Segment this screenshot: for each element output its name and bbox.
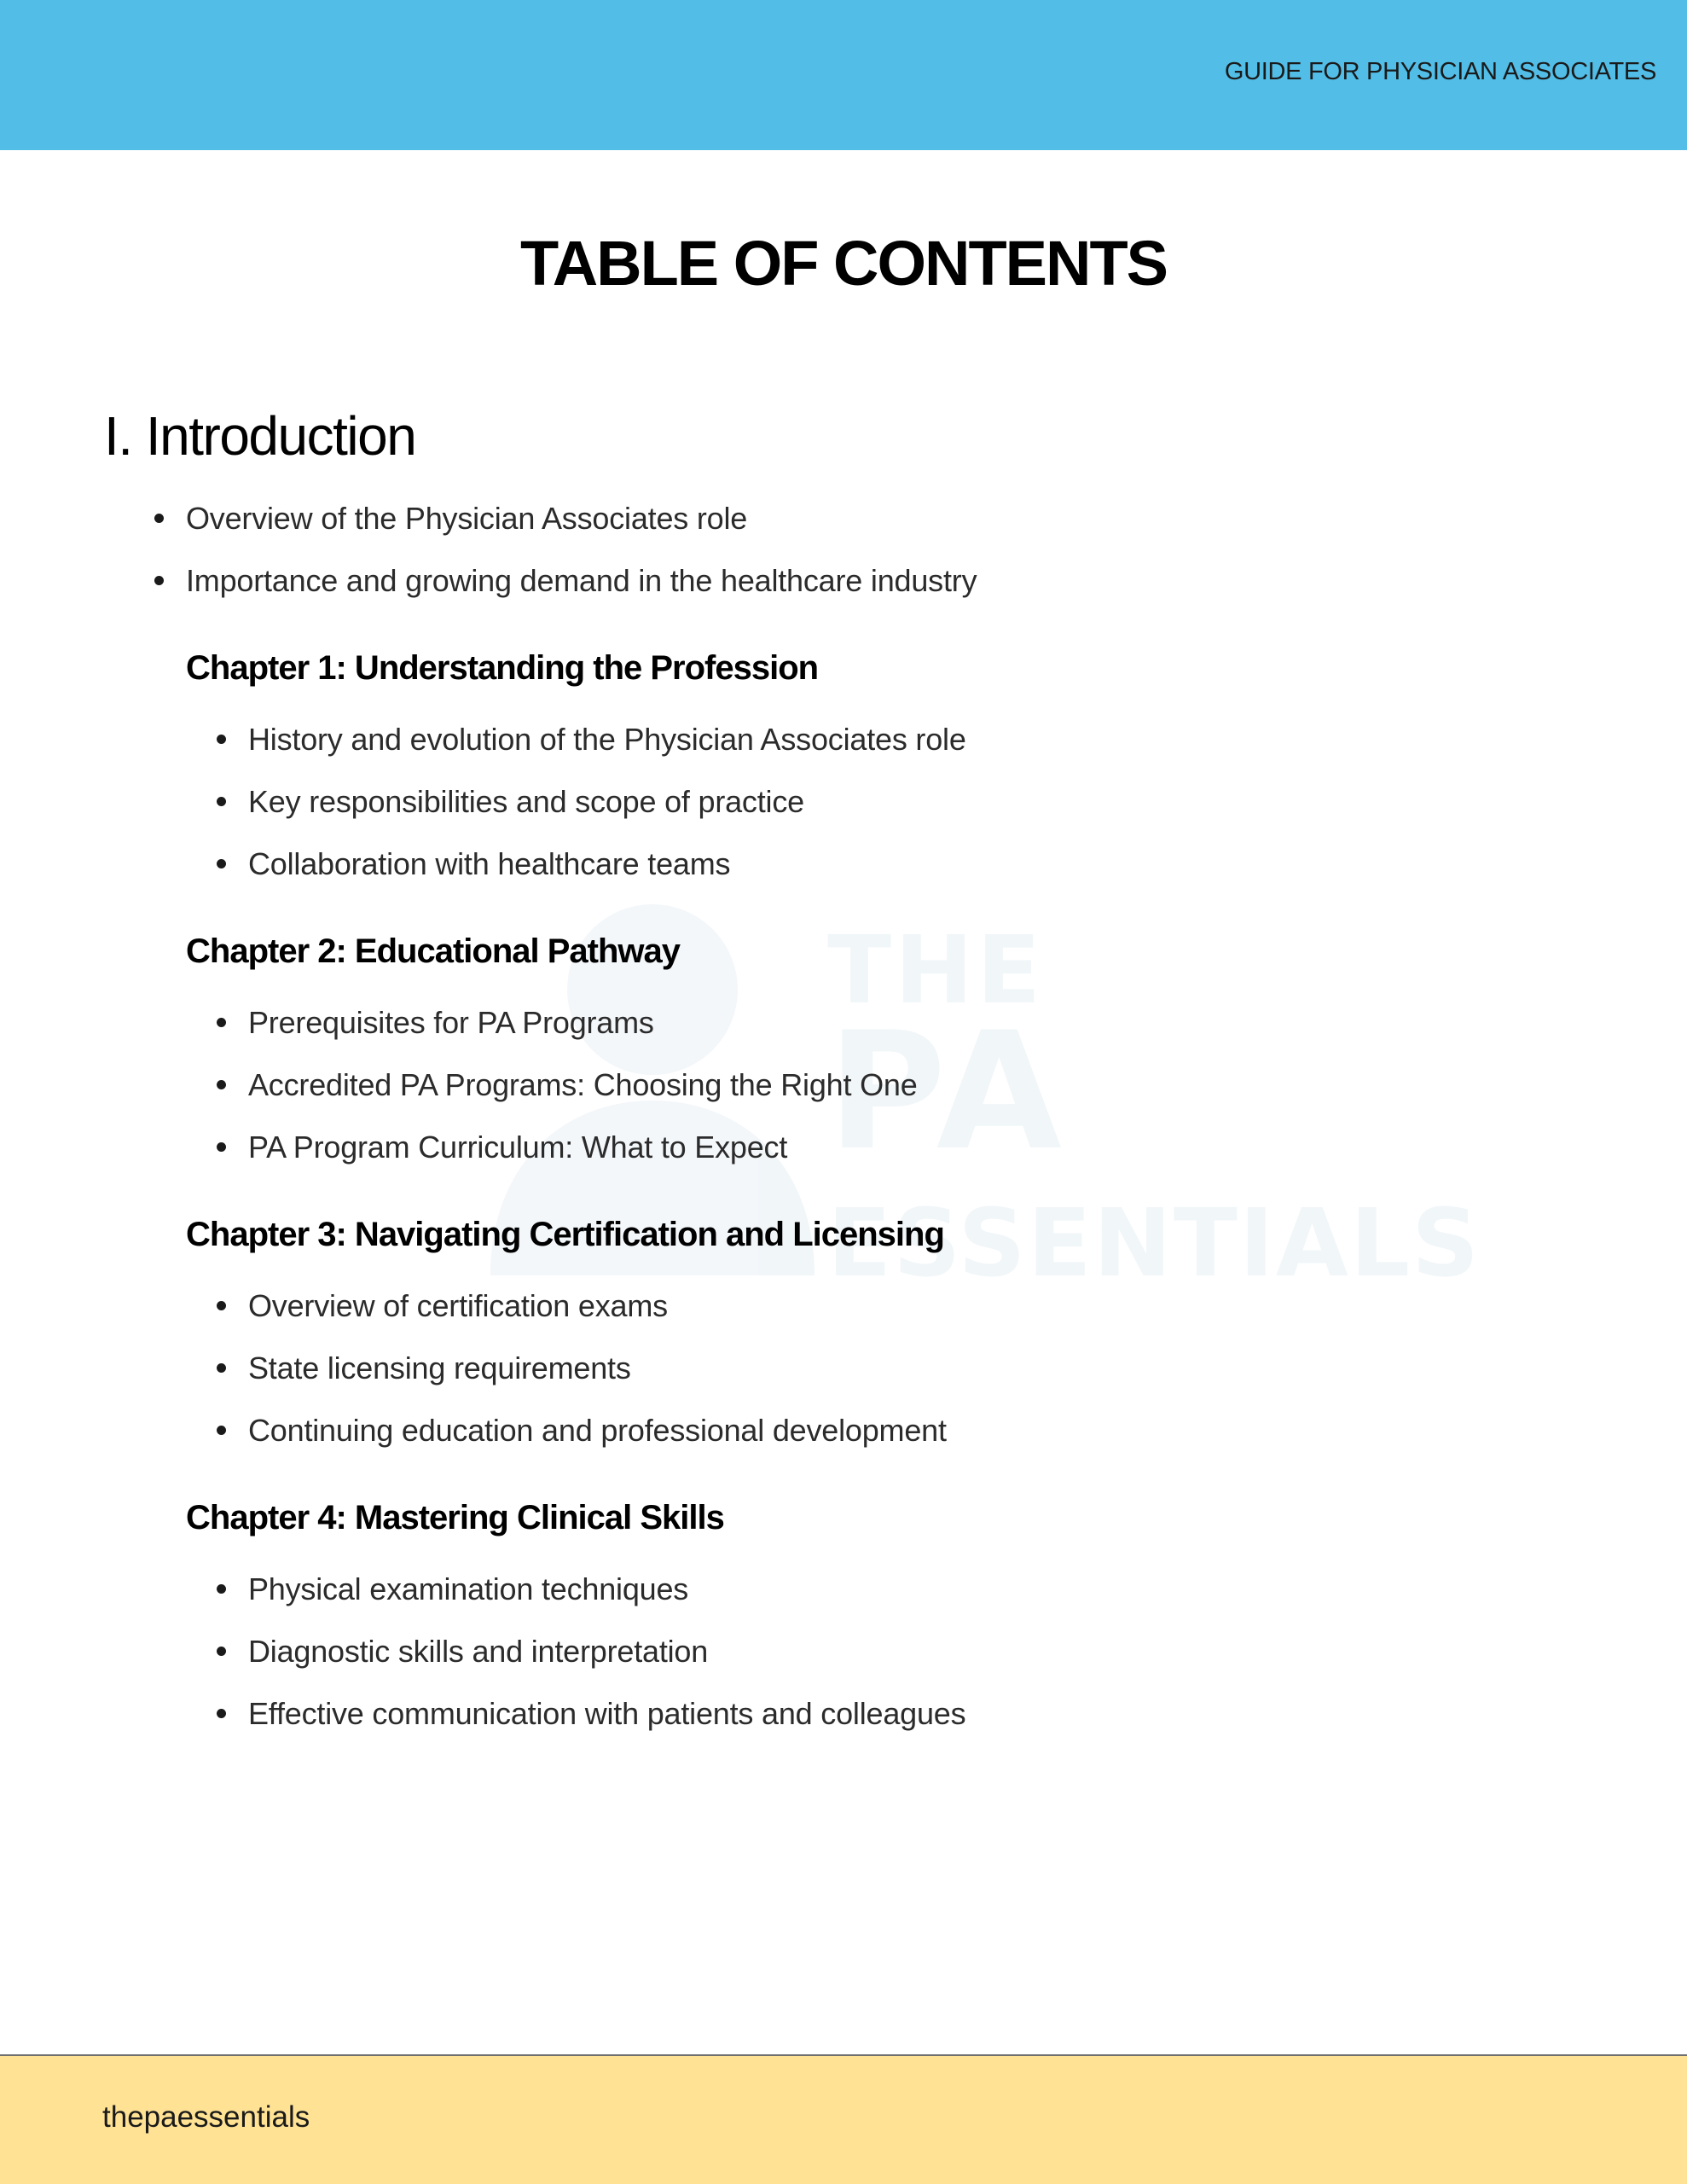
bullet-icon — [217, 1301, 226, 1310]
bullet-icon — [217, 859, 226, 868]
chapter-1-heading: Chapter 1: Understanding the Profession — [186, 649, 819, 687]
chapter-2-heading: Chapter 2: Educational Pathway — [186, 932, 681, 970]
list-item: PA Program Curriculum: What to Expect — [248, 1129, 918, 1165]
list-item: Physical examination techniques — [248, 1571, 965, 1607]
bullet-icon — [217, 1363, 226, 1373]
chapter-2-list — [248, 1004, 918, 1191]
list-item: Key responsibilities and scope of practice — [248, 783, 966, 820]
page-title: TABLE OF CONTENTS — [519, 228, 1168, 299]
list-item: Effective communication with patients and colleagues — [248, 1695, 965, 1732]
chapter-3-heading: Chapter 3: Navigating Certification and Licensing — [186, 1216, 944, 1253]
watermark-line1: THE — [827, 915, 1045, 1025]
intro-list — [186, 500, 977, 624]
chapter-4-heading: Chapter 4: Mastering Clinical Skills — [186, 1499, 724, 1536]
watermark-line3: ESSENTIALS — [827, 1188, 1481, 1298]
list-item: Continuing education and professional development — [248, 1412, 947, 1449]
bullet-icon — [154, 576, 164, 585]
chapter-3-list — [248, 1287, 947, 1474]
list-item: Diagnostic skills and interpretation — [248, 1633, 965, 1670]
list-item: Importance and growing demand in the healthcare industry — [186, 562, 977, 599]
bullet-icon — [217, 1142, 226, 1152]
bullet-icon — [154, 514, 164, 523]
list-item: State licensing requirements — [248, 1350, 947, 1386]
bullet-icon — [217, 1709, 226, 1718]
list-item: Prerequisites for PA Programs — [248, 1004, 918, 1041]
bullet-icon — [217, 1647, 226, 1656]
bullet-icon — [217, 1426, 226, 1435]
section-heading-introduction: I. Introduction — [104, 405, 416, 467]
list-item: Accredited PA Programs: Choosing the Right One — [248, 1066, 918, 1103]
watermark-line2: PA — [827, 997, 1067, 1186]
bullet-icon — [217, 797, 226, 806]
header-title: GUIDE FOR PHYSICIAN ASSOCIATES — [1224, 58, 1656, 85]
header-band — [0, 0, 1687, 150]
list-item: Collaboration with healthcare teams — [248, 845, 966, 882]
list-item: History and evolution of the Physician Associates role — [248, 721, 966, 758]
bullet-icon — [217, 1080, 226, 1089]
list-item: Overview of the Physician Associates role — [186, 500, 977, 537]
bullet-icon — [217, 1018, 226, 1027]
chapter-1-list — [248, 721, 966, 908]
bullet-icon — [217, 735, 226, 744]
bullet-icon — [217, 1584, 226, 1594]
chapter-4-list — [248, 1571, 965, 1757]
footer-brand: thepaessentials — [102, 2100, 310, 2134]
list-item: Overview of certification exams — [248, 1287, 947, 1324]
